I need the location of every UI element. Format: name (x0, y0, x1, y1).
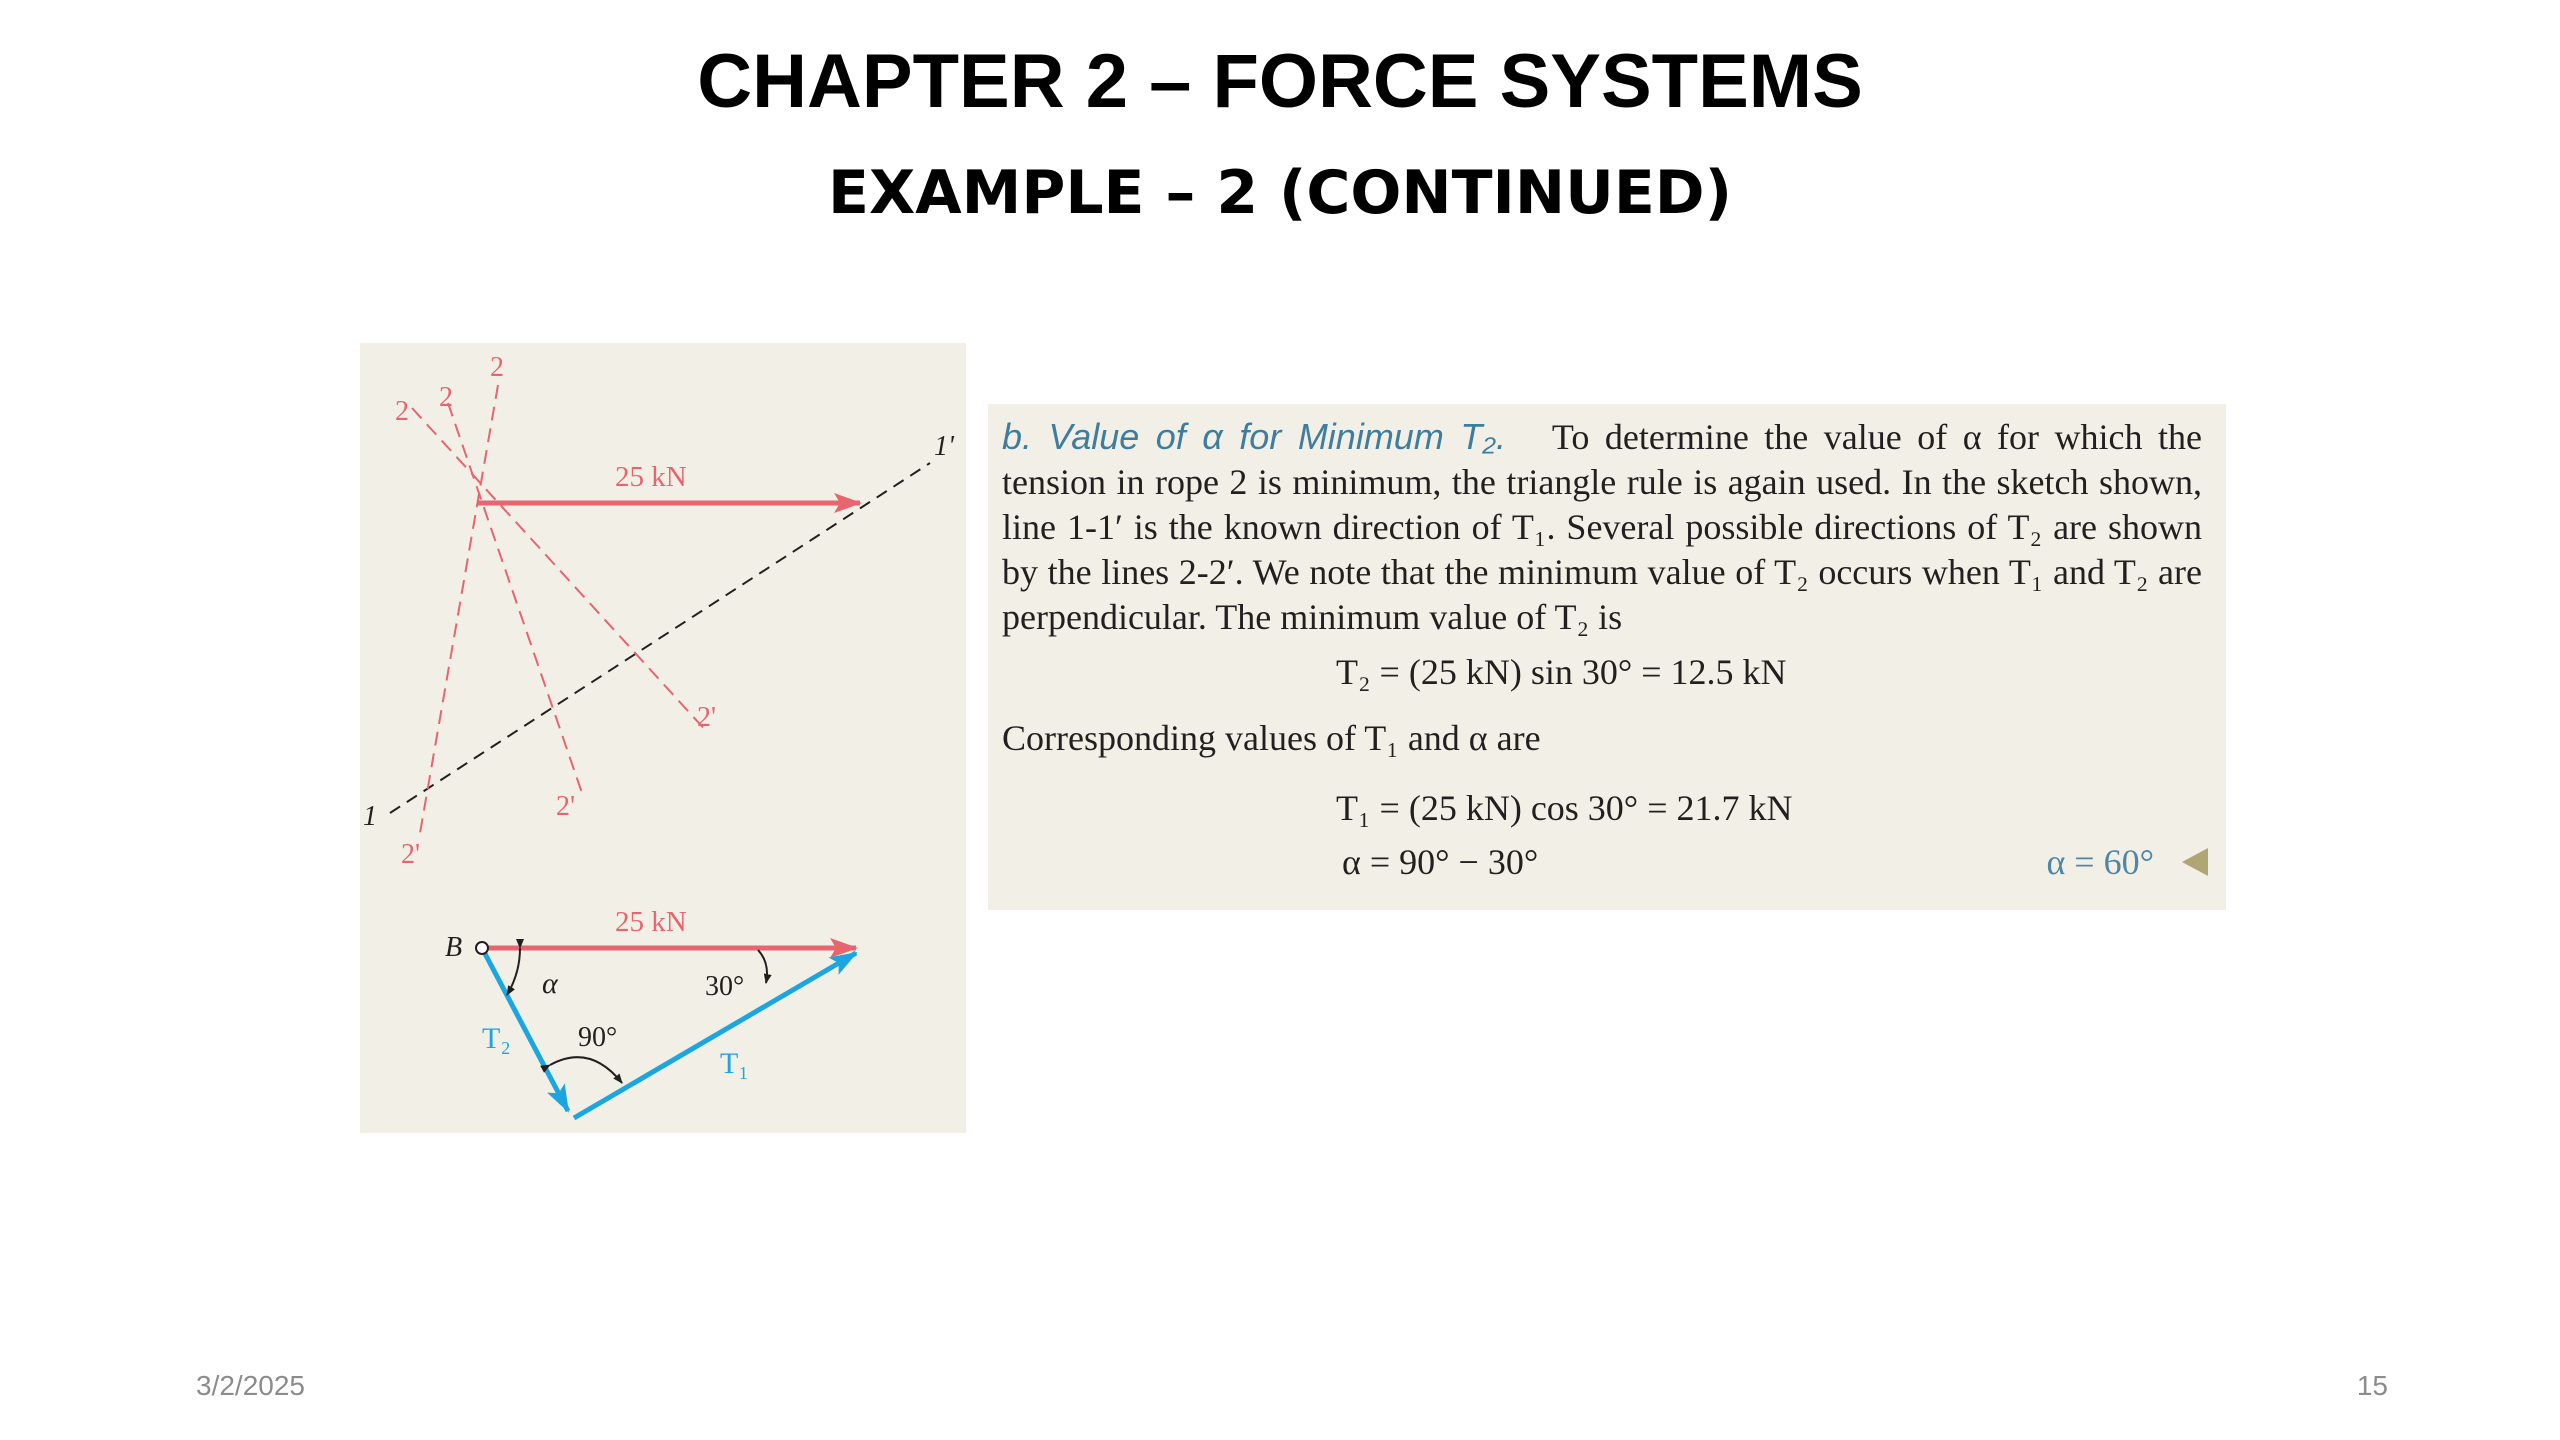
slide-page-number: 15 (2356, 1370, 2388, 1401)
point-b (476, 942, 488, 954)
angle-30-arc (758, 950, 767, 983)
slide-date: 3/2/2025 (196, 1370, 305, 1401)
point-b-label: B (445, 932, 463, 963)
force-diagram (360, 343, 966, 1133)
angle-90-arc (550, 1057, 622, 1083)
result-alpha: α = 60° (2046, 842, 2154, 882)
t2-label: T₂ (482, 1022, 511, 1055)
line-1prime-label: 1' (934, 431, 954, 462)
t1-label: T₁ (720, 1047, 749, 1080)
angle-30-label: 30° (705, 971, 745, 1002)
alpha-arc (507, 948, 520, 995)
angle-90-label: 90° (578, 1022, 618, 1053)
solution-panel (988, 404, 2226, 910)
answer-marker-icon (2182, 848, 2208, 876)
solution-paragraph (1002, 414, 2202, 640)
line-2b (448, 403, 582, 793)
slide-subtitle: EXAMPLE – 2 (CONTINUED) (827, 158, 1733, 228)
equation-t1: T₁ = (25 kN) cos 30° = 21.7 kN (1336, 788, 1793, 828)
line-2prime-label: 2' (401, 839, 421, 870)
line-1-label: 1 (363, 801, 377, 832)
equation-alpha: α = 90° − 30° (1342, 842, 1539, 882)
line-2prime-label: 2' (556, 791, 576, 822)
solution-heading: b. Value of α for Minimum T₂. (1002, 416, 1507, 457)
force-label-triangle: 25 kN (615, 906, 687, 938)
corresponding-text: Corresponding values of T₁ and α are (1002, 718, 1541, 758)
line-1-1prime (390, 463, 930, 813)
line-2prime-label: 2' (697, 702, 717, 733)
equation-t2: T₂ = (25 kN) sin 30° = 12.5 kN (1336, 652, 1787, 692)
line-2-label: 2 (439, 382, 453, 413)
line-2a (412, 408, 708, 733)
line-2-label: 2 (395, 396, 409, 427)
figure-panel (360, 343, 966, 1133)
solution-text: To determine the value of α for which the tension in rope 2 is minimum, the triangle rule is again used. In the sketch shown, line 1-1′ is the known direction of T₁. Several possible directions of T₂ are shown by the lines 2-2′. We note that the minimum value of T₂ occurs when T₁ and T₂ are perpendicular. The minimum value of T₂ is (1002, 417, 2202, 637)
line-2-label: 2 (490, 352, 504, 383)
line-2c (420, 385, 498, 833)
slide-title: CHAPTER 2 – FORCE SYSTEMS (697, 39, 1863, 124)
force-label-top: 25 kN (615, 461, 687, 493)
alpha-label: α (542, 967, 558, 1000)
